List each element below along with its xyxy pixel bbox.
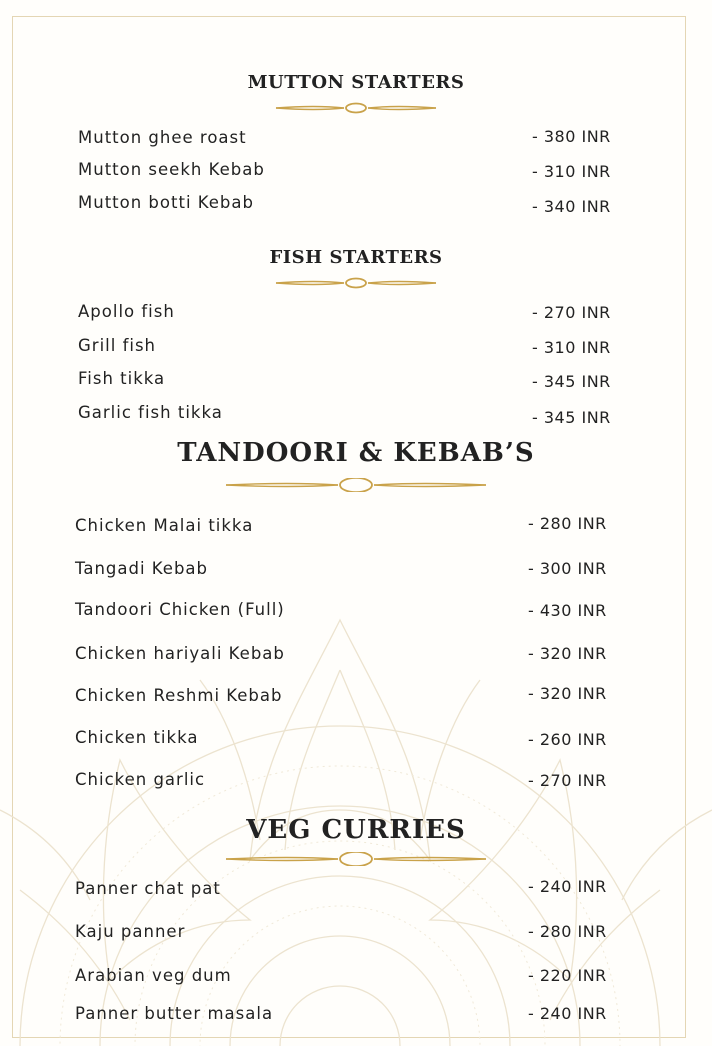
menu-item-price: - 270 INR [532, 303, 611, 322]
menu-item-price: - 430 INR [528, 601, 607, 620]
menu-item-name: Chicken tikka [75, 728, 199, 747]
menu-item-name: Panner chat pat [75, 879, 221, 898]
menu-item-name: Garlic fish tikka [78, 403, 223, 422]
menu-item-name: Tandoori Chicken (Full) [75, 600, 285, 619]
menu-item-price: - 380 INR [532, 127, 611, 146]
menu-item-price: - 345 INR [532, 408, 611, 427]
menu-item-name: Panner butter masala [75, 1004, 274, 1023]
menu-item-name: Mutton seekh Kebab [78, 160, 265, 179]
menu-item-price: - 260 INR [528, 730, 607, 749]
menu-item-name: Fish tikka [78, 369, 166, 388]
menu-item-price: - 280 INR [528, 514, 607, 533]
menu-item-price: - 340 INR [532, 197, 611, 216]
menu-item-price: - 310 INR [532, 162, 611, 181]
menu-item-name: Chicken garlic [75, 770, 206, 789]
ornamental-divider-icon [0, 852, 712, 866]
menu-item-name: Mutton botti Kebab [78, 193, 254, 212]
menu-item-name: Grill fish [78, 336, 157, 355]
menu-item-name: Chicken Malai tikka [75, 516, 254, 535]
ornamental-divider-icon [0, 101, 712, 115]
section-title-fish-starters: FISH STARTERS [269, 247, 443, 268]
menu-item-name: Mutton ghee roast [78, 128, 247, 147]
ornamental-divider-icon [0, 276, 712, 290]
menu-item-name: Chicken hariyali Kebab [75, 644, 285, 663]
menu-item-price: - 220 INR [528, 966, 607, 985]
section-title-tandoori-kebab-s: TANDOORI & KEBAB’S [177, 438, 535, 468]
section-title-veg-curries: VEG CURRIES [246, 815, 466, 845]
menu-item-name: Kaju panner [75, 922, 186, 941]
menu-item-price: - 310 INR [532, 338, 611, 357]
menu-item-name: Tangadi Kebab [75, 559, 209, 578]
ornamental-divider-icon [0, 478, 712, 492]
menu-item-name: Chicken Reshmi Kebab [75, 686, 283, 705]
menu-item-price: - 320 INR [528, 684, 607, 703]
menu-item-price: - 300 INR [528, 559, 607, 578]
menu-item-price: - 320 INR [528, 644, 607, 663]
menu-item-price: - 280 INR [528, 922, 607, 941]
menu-item-price: - 240 INR [528, 1004, 607, 1023]
menu-item-name: Apollo fish [78, 302, 175, 321]
menu-item-price: - 345 INR [532, 372, 611, 391]
menu-item-name: Arabian veg dum [75, 966, 232, 985]
menu-item-price: - 240 INR [528, 877, 607, 896]
menu-item-price: - 270 INR [528, 771, 607, 790]
section-title-mutton-starters: MUTTON STARTERS [247, 72, 465, 93]
